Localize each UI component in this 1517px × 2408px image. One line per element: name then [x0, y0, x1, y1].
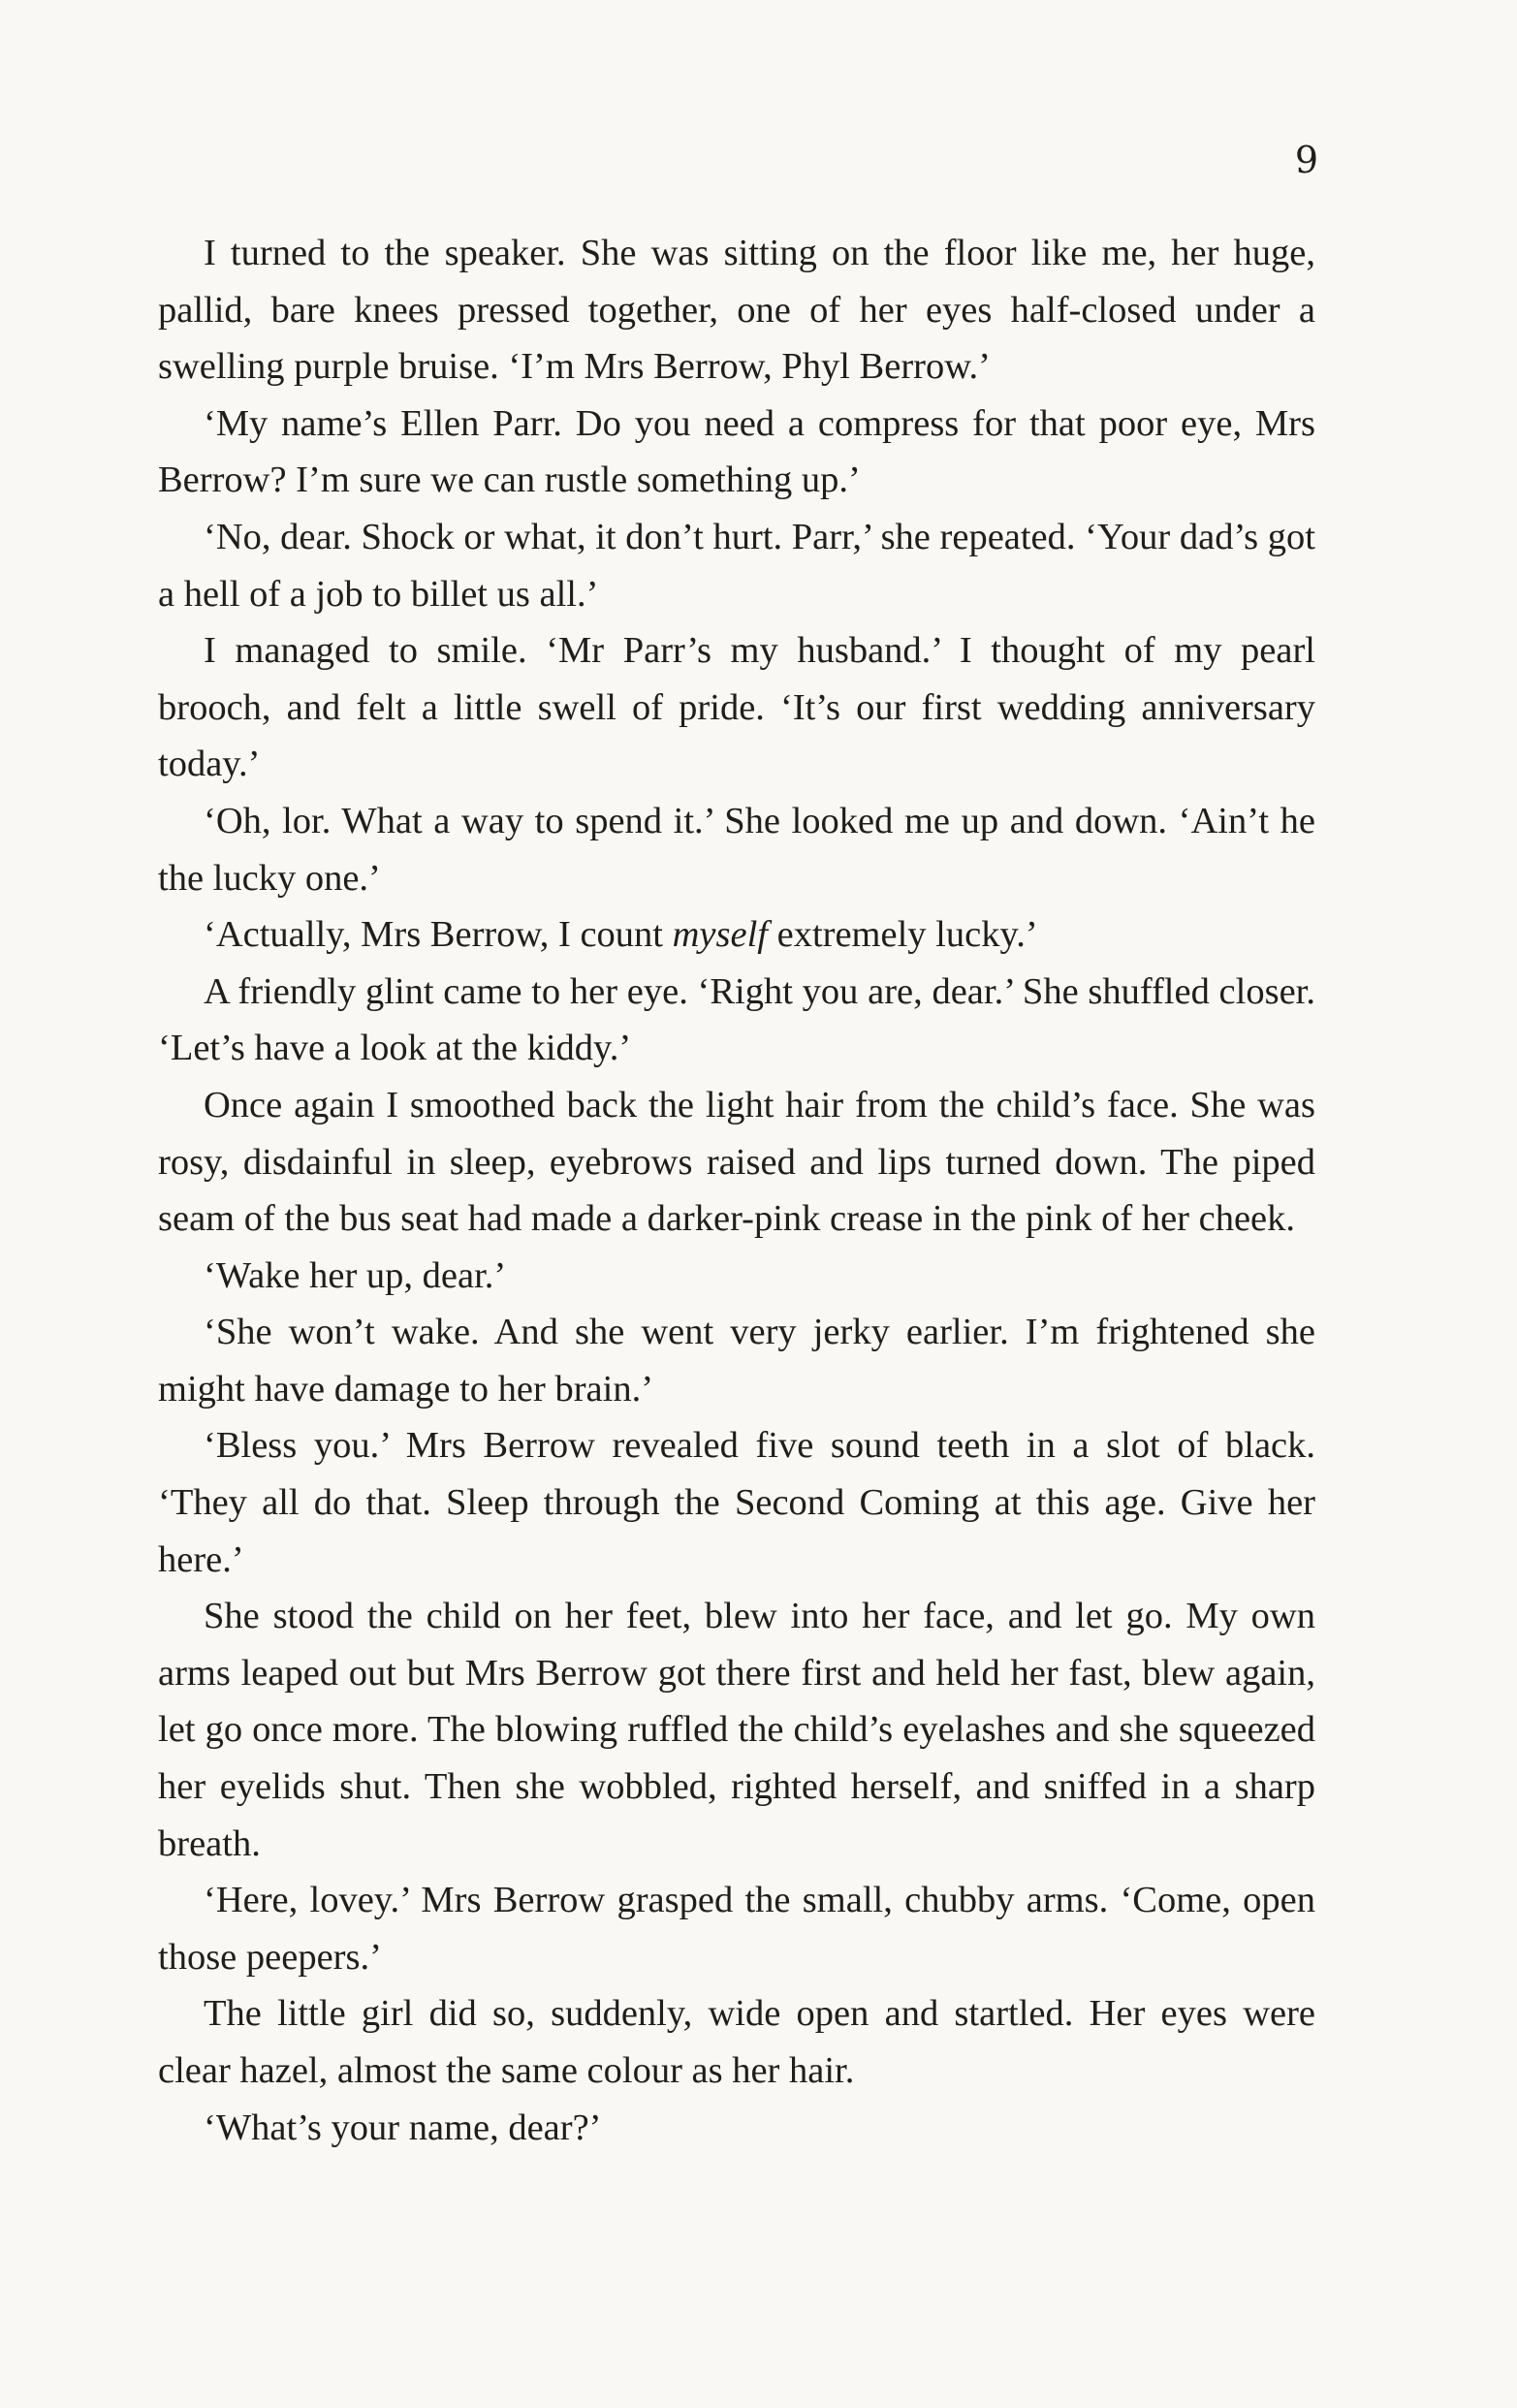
paragraph-text: ‘Actually, Mrs Berrow, I count [204, 914, 673, 956]
paragraph: ‘What’s your name, dear?’ [204, 2107, 602, 2148]
paragraph: ‘No, dear. Shock or what, it don’t hurt. Parr,’ she repeated. ‘Your dad’s got a hell of a job to billet us all.’ [158, 516, 1315, 615]
emphasis-text: myself [672, 914, 768, 956]
paragraph: ‘Here, lovey.’ Mrs Berrow grasped the small, chubby arms. ‘Come, open those peepers.’ [158, 1880, 1315, 1978]
paragraph-text: extremely lucky.’ [767, 914, 1038, 956]
page-number: 9 [1294, 139, 1318, 181]
paragraph: A friendly glint came to her eye. ‘Right you are, dear.’ She shuffled closer. ‘Let’s have a look at the kiddy.’ [158, 970, 1315, 1069]
paragraph: ‘Bless you.’ Mrs Berrow revealed five sound teeth in a slot of black. ‘They all do that. Sleep through the Second Coming at this age. Give her here.’ [158, 1425, 1315, 1580]
paragraph: She stood the child on her feet, blew into her face, and let go. My own arms leaped out but Mrs Berrow got there first and held her fast, blew again, let go once more. The blowing ruffled the child’s eyelashes and she squeezed her eyelids shut. Then she wobbled, righted herself, and sniffed in a sharp breath. [158, 1596, 1315, 1864]
paragraph: I managed to smile. ‘Mr Parr’s my husband.’ I thought of my pearl brooch, and felt a little swell of pride. ‘It’s our first wedding anniversary today.’ [158, 630, 1315, 785]
paragraph: ‘Wake her up, dear.’ [204, 1254, 507, 1296]
paragraph: ‘My name’s Ellen Parr. Do you need a compress for that poor eye, Mrs Berrow? I’m sure we can rustle something up.’ [158, 402, 1315, 501]
paragraph: Once again I smoothed back the light hair from the child’s face. She was rosy, disdainful in sleep, eyebrows raised and lips turned down. The piped seam of the bus seat had made a darker-pink crease in the pink of her cheek. [158, 1084, 1315, 1240]
body-text [158, 225, 1315, 2156]
paragraph: ‘She won’t wake. And she went very jerky earlier. I’m frightened she might have damage to her brain.’ [158, 1312, 1315, 1410]
paragraph: ‘Oh, lor. What a way to spend it.’ She looked me up and down. ‘Ain’t he the lucky one.’ [158, 800, 1315, 899]
paragraph: I turned to the speaker. She was sitting on the floor like me, her huge, pallid, bare knees pressed together, one of her eyes half-closed under a swelling purple bruise. ‘I’m Mrs Berrow, Phyl Berrow.’ [158, 233, 1315, 388]
paragraph: The little girl did so, suddenly, wide open and startled. Her eyes were clear hazel, almost the same colour as her hair. [158, 1993, 1315, 2091]
paragraph [158, 906, 1315, 964]
